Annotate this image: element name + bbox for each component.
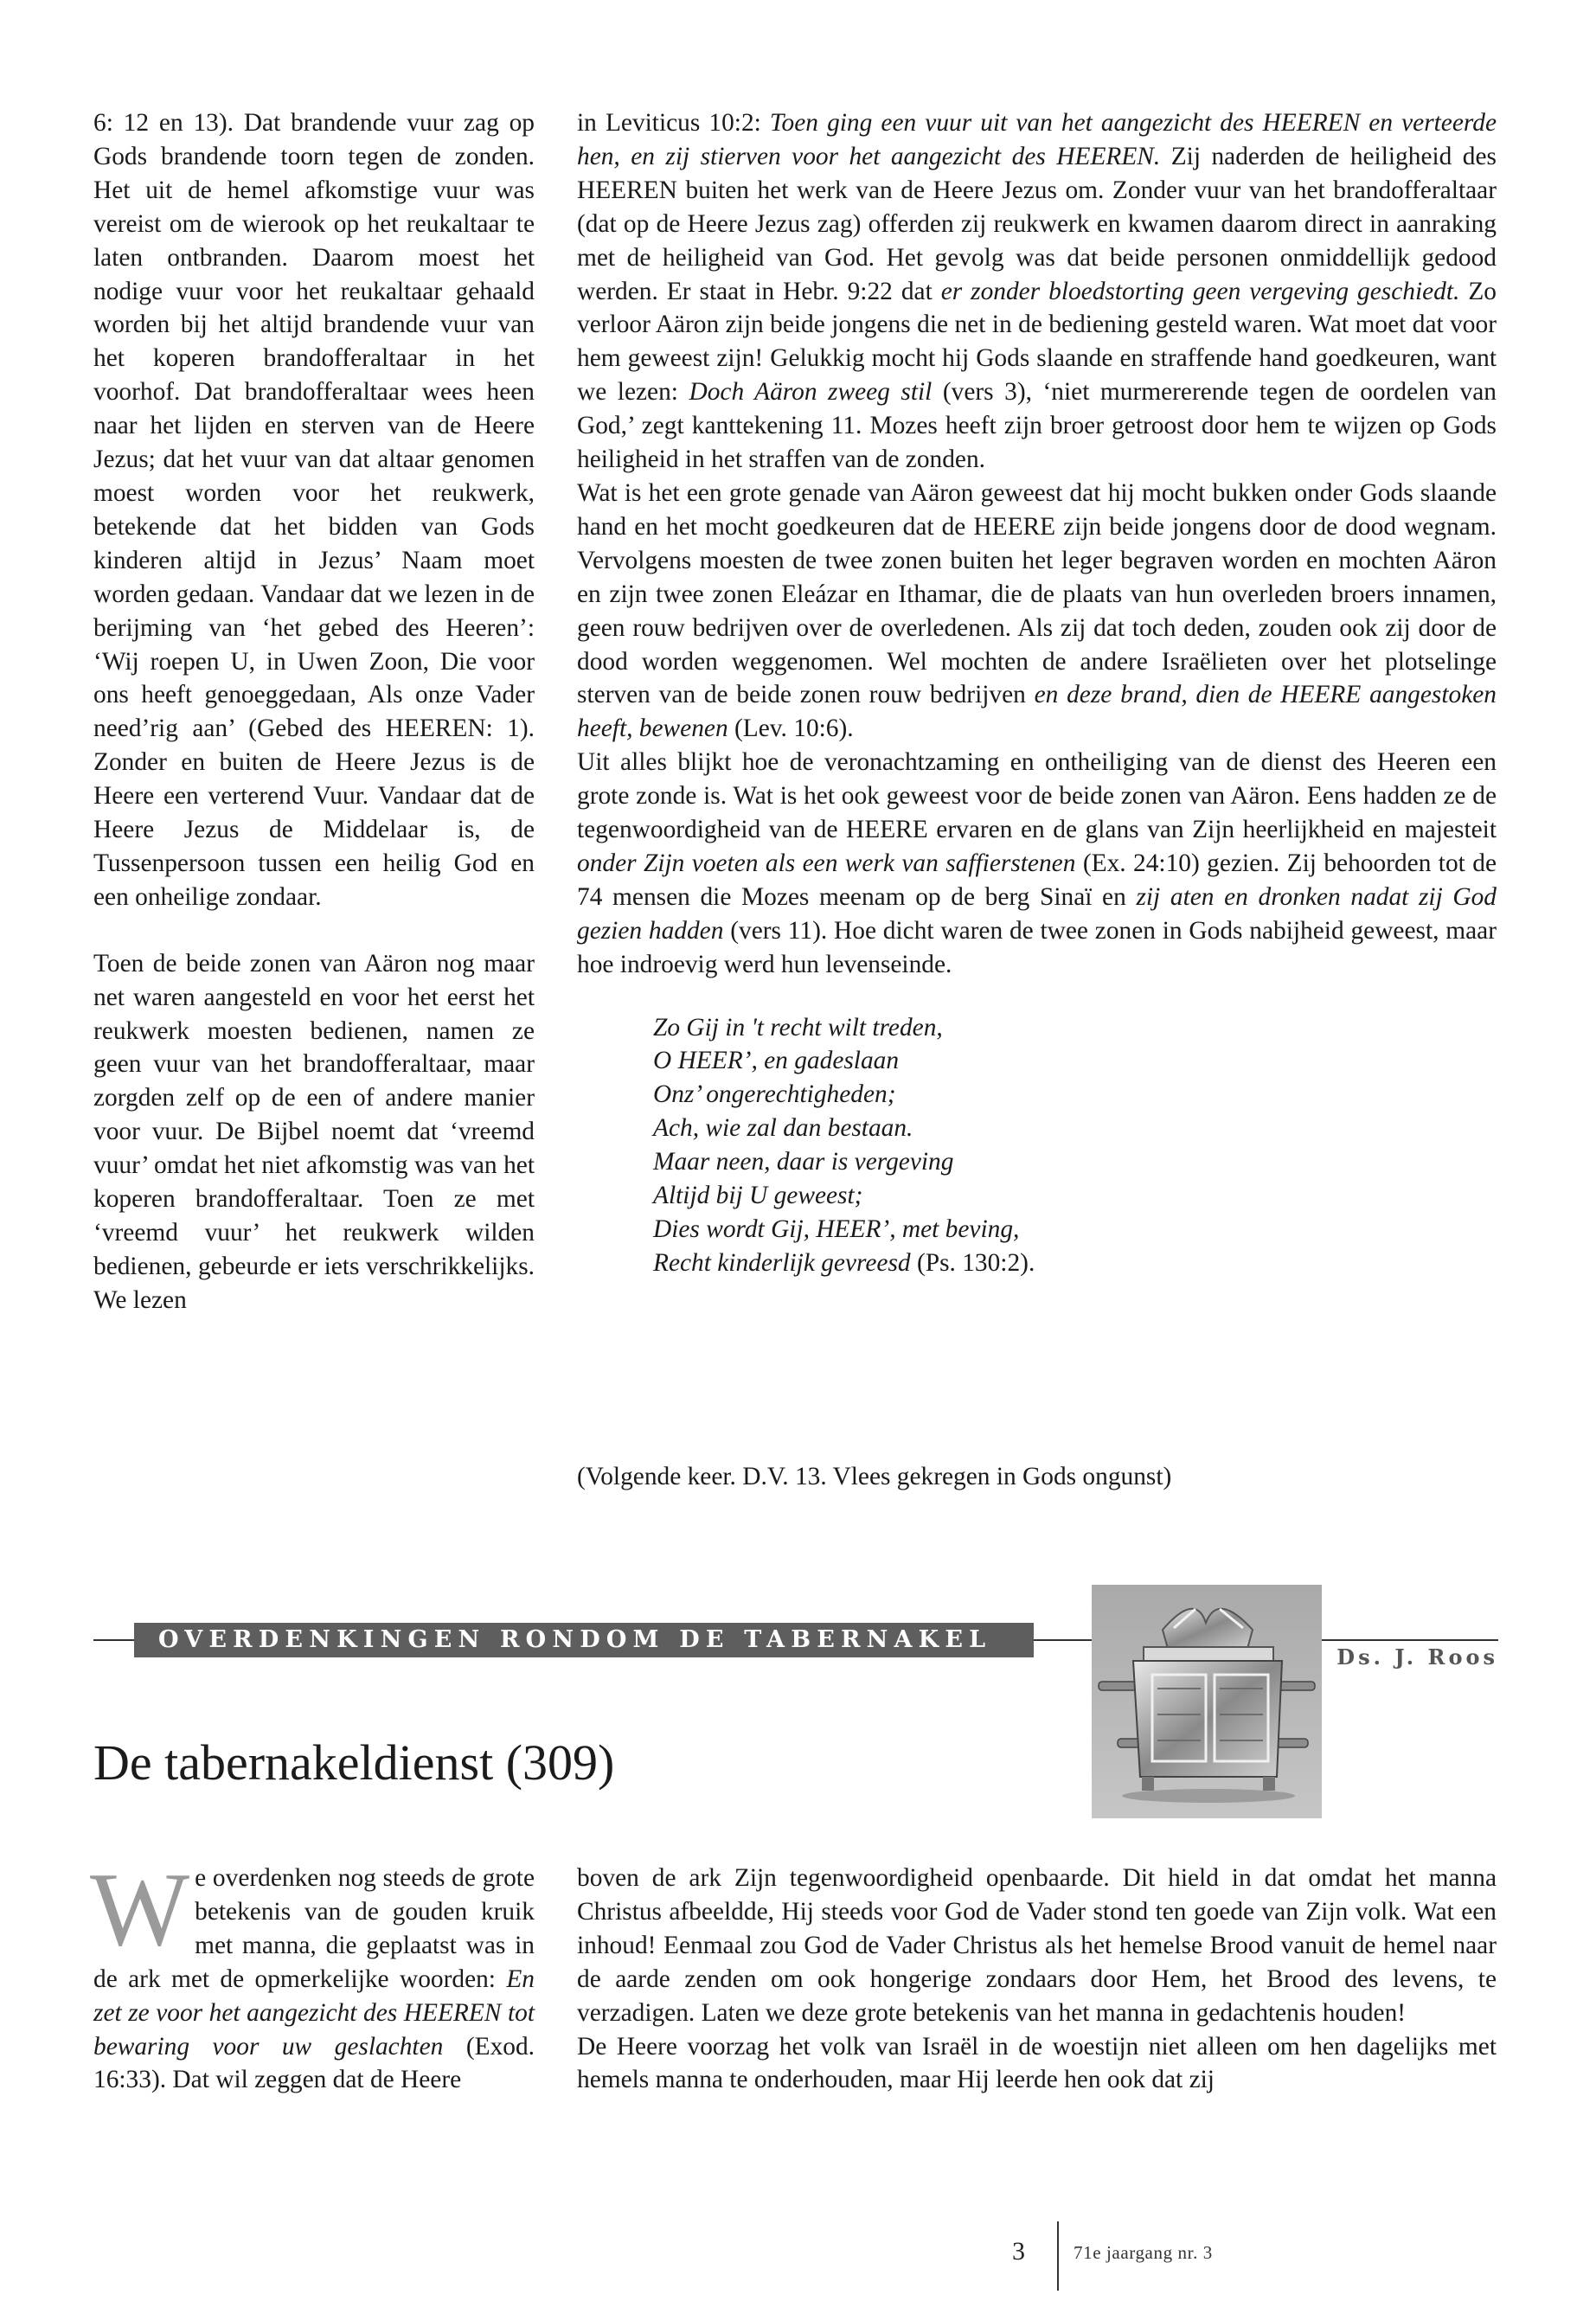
paragraph: Uit alles blijkt hoe de veronachtzaming en ontheiliging van de dienst des Heeren een grote zonde is. Wat is het ook geweest voor de beide zonen van Aäron. Eens hadden ze de tegenwoordigheid van de HEERE ervaren en de glans van Zijn heerlijkheid en majesteit onder Zijn voeten als een werk van saffierstenen (Ex. 24:10) gezien. Zij behoorden tot de 74 mensen die Mozes meenam op de berg Sinaï en zij aten en dronken nadat zij God gezien hadden (vers 11). Hoe dicht waren de twee zonen in Gods nabijheid geweest, maar hoe indroevig werd hun levenseinde.: [577, 748, 1497, 978]
footer-divider: [1057, 2221, 1059, 2291]
article-title: De tabernakeldienst (309): [93, 1734, 615, 1791]
article-intro-column: [90, 1851, 535, 2097]
paragraph: De Heere voorzag het volk van Israël in de woestijn niet alleen om hen dagelijks met hemels manna te onderhouden, maar Hij leerde hen ook dat zij: [577, 2032, 1497, 2094]
poem-line: Zo Gij in 't recht wilt treden,: [653, 1013, 943, 1042]
ark-of-covenant-photo: [1092, 1585, 1322, 1818]
article-second-column: [577, 1862, 1497, 2097]
paragraph: Wat is het een grote genade van Aäron geweest dat hij mocht bukken onder Gods slaande hand en het mocht goedkeuren dat de HEERE zijn beide jongens door de dood wegnam. Vervolgens moesten de twee zonen buiten het leger begraven worden en mochten Aäron en zijn twee zonen Eleázar en Ithamar, die de plaats van hun overleden broers innamen, geen rouw bedrijven over de overledenen. Als zij dat toch deden, zouden ook zij door de dood worden weggenomen. Wel mochten de andere Israëlieten over het plotselinge sterven van de beide zonen rouw bedrijven en deze brand, dien de HEERE aangestoken heeft, bewenen (Lev. 10:6).: [577, 478, 1497, 743]
poem-line: Maar neen, daar is vergeving: [653, 1148, 954, 1176]
psalm-reference: (Ps. 130:2).: [910, 1248, 1035, 1277]
drop-cap: W: [90, 1851, 190, 1968]
series-banner: OVERDENKINGEN RONDOM DE TABERNAKEL: [134, 1623, 1034, 1657]
poem-line: Altijd bij U geweest;: [653, 1182, 863, 1210]
poem-line: Dies wordt Gij, HEER’, met beving,: [653, 1215, 1020, 1243]
issue-info: 71e jaargang nr. 3: [1074, 2242, 1213, 2263]
header-rule: [93, 1639, 134, 1641]
paragraph: 6: 12 en 13). Dat brandende vuur zag op Gods brandende toorn tegen de zonden. Het uit de hemel afkomstige vuur was vereist om de wierook op het reukaltaar te laten ontbranden. Daarom moest het nodige vuur voor het reukaltaar gehaald worden bij het altijd brandende vuur van het koperen brandofferaltaar in het voorhof. Dat brandofferaltaar wees heen naar het lijden en sterven van de Heere Jezus; dat het vuur van dat altaar genomen moest worden voor het reukwerk, betekende dat het bidden van Gods kinderen altijd in Jezus’ Naam moet worden gedaan. Vandaar dat we lezen in de berijming van ‘het gebed des Heeren’: ‘Wij roepen U, in Uwen Zoon, Die voor ons heeft genoeggedaan, Als onze Vader need’rig aan’ (Gebed des HEEREN: 1). Zonder en buiten de Heere Jezus is de Heere een verterend Vuur. Vandaar dat de Heere Jezus de Middelaar is, de Tussenpersoon tussen een heilig God en een onheilige zondaar.: [93, 109, 535, 911]
poem-line: Onz’ ongerechtigheden;: [653, 1080, 896, 1109]
paragraph: in Leviticus 10:2: Toen ging een vuur uit van het aangezicht des HEEREN en verteerde hen, en zij stierven voor het aangezicht des HEEREN. Zij naderden de heiligheid des HEEREN buiten het werk van de Heere Jezus om. Zonder vuur van het brandofferaltaar (dat op de Heere Jezus zag) offerden zij reukwerk en kwamen daarom direct in aanraking met de heiligheid van God. Het gevolg was dat beide personen onmiddellijk gedood werden. Er staat in Hebr. 9:22 dat er zonder bloedstorting geen vergeving geschiedt. Zo verloor Aäron zijn beide jongens die net in de bediening gesteld waren. Wat moet dat voor hem geweest zijn! Gelukkig mocht hij Gods slaande en straffende hand goedkeuren, want we lezen: Doch Aäron zweeg stil (vers 3), ‘niet murmererende tegen de oordelen van God,’ zegt kanttekening 11. Mozes heeft zijn broer getroost door hem te wijzen op Gods heiligheid in het straffen van de zonden.: [577, 109, 1497, 474]
right-column: [577, 106, 1497, 1280]
paragraph: Toen de beide zonen van Aäron nog maar net waren aangesteld en voor het eerst het reukwerk moesten bedienen, namen ze geen vuur van het brandofferaltaar, maar zorgden zelf op de een of andere manier voor vuur. De Bijbel noemt dat ‘vreemd vuur’ omdat het niet afkomstig was van het koperen brandofferaltaar. Toen ze met ‘vreemd vuur’ het reukwerk wilden bedienen, gebeurde er iets verschrikkelijks. We lezen: [93, 949, 535, 1314]
poem-line: Ach, wie zal dan bestaan.: [653, 1114, 913, 1143]
page-number: 3: [1012, 2237, 1025, 2266]
left-column: [93, 106, 535, 1317]
psalm-quote: [653, 1011, 1497, 1280]
next-installment-note: (Volgende keer. D.V. 13. Vlees gekregen in Gods ongunst): [577, 1463, 1172, 1490]
header-rule: [1322, 1639, 1498, 1641]
header-rule: [1034, 1639, 1092, 1641]
poem-line: Recht kinderlijk gevreesd: [653, 1248, 911, 1277]
paragraph: boven de ark Zijn tegenwoordigheid openbaarde. Dit hield in dat omdat het manna Christus afbeeldde, Hij steeds voor God de Vader stond ten goede van Zijn volk. Wat een inhoud! Eenmaal zou God de Vader Christus als het hemelse Brood vanuit de hemel naar de aarde zenden om ook hongerige zondaars door Hem, het Brood des levens, te verzadigen. Laten we deze grote betekenis van het manna in gedachtenis houden!: [577, 1864, 1497, 2027]
paragraph: We overdenken nog steeds de grote betekenis van de gouden kruik met manna, die geplaatst was in de ark met de opmerkelijke woorden: En zet ze voor het aangezicht des HEEREN tot bewaring voor uw geslachten (Exod. 16:33). Dat wil zeggen dat de Heere: [90, 1851, 535, 2094]
author-name: Ds. J. Roos: [1336, 1644, 1498, 1670]
poem-line: O HEER’, en gadeslaan: [653, 1047, 900, 1075]
